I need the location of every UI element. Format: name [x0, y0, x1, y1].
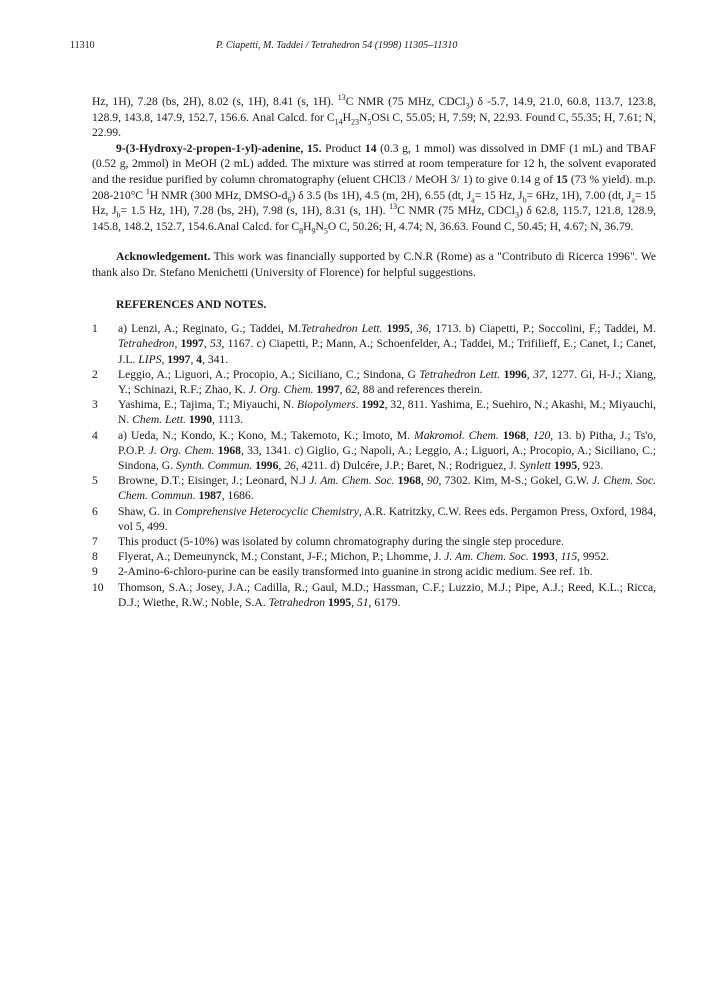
reference-item: 4 a) Ueda, N.; Kondo, K.; Kono, M.; Takemoto, K.; Imoto, M. Makromol. Chem. 1968, 120, 13. b) Pitha, J.; Ts'o, P.O.P. J. Org. Chem. 1968, 33, 1341. c) Giglio, G.; Napoli, A.; Leggio, A.; Liguori, A.; Procopio, A.; Siciliano, C.; Sindona, G. Synth. Commun. 1996, 26, 4211. d) Dulcére, J.P.; Baret, N.; Rodriguez, J. Synlett 1995, 923.	[92, 428, 657, 472]
reference-number: 3	[92, 398, 98, 412]
acknowledgement-heading: Acknowledgement.	[116, 250, 211, 264]
reference-number: 6	[92, 504, 98, 518]
reference-number: 5	[92, 474, 98, 488]
references-heading: REFERENCES AND NOTES.	[116, 297, 267, 311]
paragraph-nmr-continued: Hz, 1H), 7.28 (bs, 2H), 8.02 (s, 1H), 8.41 (s, 1H). $^{13}$C NMR (75 MHz, CDCl$_3$) δ -5.7, 14.9, 21.0, 60.8, 113.7, 123.8, 128.9, 143.8, 147.9, 152.7, 156.6. Anal Calcd. for $C_{14}H_{23}N_5OSi$ C, 55.05; H, 7.59; N, 22.93. Found C, 55.35; H, 7.61; N, 22.99.	[92, 93, 656, 140]
reference-number: 2	[92, 367, 98, 381]
paragraph-compound-15: 9-(3-Hydroxy-2-propen-1-yl)-adenine, 15. Product 14 (0.3 g, 1 mmol) was dissolved in DMF (1 mL) and TBAF (0.52 g, 2mmol) in MeOH (2 mL) added. The mixture was stirred at room temperature for 12 h, the solvent evaporated and the residue purified by column chromatography (eluent CHCl3 / MeOH 3/ 1) to give 0.14 g of 15 (73 % yield). m.p. 208-210°C $^1$H NMR (300 MHz, DMSO-$d_6$) δ 3.5 (bs 1H), 4.5 (m, 2H), 6.55 (dt, $J_a= 15$ Hz, $J_b= 6Hz$, 1H), 7.00 (dt, $J_a= 15$ Hz, $J_b= 1.5$ Hz, 1H), 7.28 (bs, 2H), 7.98 (s, 1H), 8.31 (s, 1H). $^{13}$C NMR (75 MHz, CDCl$_3$) δ 62.8, 115.7, 121.8, 128.9, 145.8, 148.2, 152.7, 154.6.Anal Calcd. for $C_8H_9N_5O$ C, 50.26; H, 4.74; N, 36.63. Found C, 50.45; H, 4.67; N, 36.79.	[92, 141, 657, 236]
article-body	[92, 94, 656, 610]
reference-item: 10 Thomson, S.A.; Josey, J.A.; Cadilla, R.; Gaul, M.D.; Hassman, C.F.; Luzzio, M.J.; Pipe, A.J.; Reed, K.L.; Ricca, D.J.; Wiethe, R.W.; Noble, S.A. Tetrahedron 1995, 51, 6179.	[92, 580, 656, 609]
compound-heading: 9-(3-Hydroxy-2-propen-1-yl)-adenine, 15.	[116, 141, 322, 155]
reference-list	[92, 321, 656, 610]
reference-item: 9 2-Amino-6-chloro-purine can be easily transformed into guanine in strong acidic medium. See ref. 1b.	[92, 565, 593, 579]
reference-number: 1	[92, 322, 98, 336]
reference-item: 8 Flyerat, A.; Demeunynck, M.; Constant, J-F.; Michon, P.; Lhomme, J. J. Am. Chem. Soc. 1993, 115, 9952.	[92, 550, 610, 564]
page-number: 11310	[70, 40, 95, 51]
reference-number: 4	[92, 428, 98, 442]
running-head: P. Ciapetti, M. Taddei / Tetrahedron 54 (1998) 11305–11310	[216, 40, 458, 51]
page-header	[70, 40, 660, 56]
reference-item: 3 Yashima, E.; Tajima, T.; Miyauchi, N. Biopolymers. 1992, 32, 811. Yashima, E.; Suehiro, N.; Akashi, M.; Miyauchi, N. Chem. Lett. 1990, 1113.	[92, 398, 656, 427]
reference-item: 2 Leggio, A.; Liguori, A.; Procopio, A.; Siciliano, C.; Sindona, G Tetrahedron Lett. 1996, 37, 1277. Gi, H-J.; Xiang, Y.; Schinazi, R.F.; Zhao, K. J. Org. Chem. 1997, 62, 88 and references therein.	[92, 367, 657, 396]
reference-number: 8	[92, 550, 98, 564]
reference-item: 7 This product (5-10%) was isolated by column chromatography during the single step procedure.	[92, 534, 564, 548]
reference-number: 7	[92, 534, 98, 548]
reference-item: 5 Browne, D.T.; Eisinger, J.; Leonard, N.J J. Am. Chem. Soc. 1968, 90, 7302. Kim, M-S.; Gokel, G.W. J. Chem. Soc. Chem. Commun. 1987, 1686.	[92, 474, 657, 503]
reference-number: 9	[92, 565, 98, 579]
reference-number: 10	[92, 580, 104, 594]
paragraph-acknowledgement: Acknowledgement. This work was financially supported by C.N.R (Rome) as a "Contributo di Ricerca 1996". We thank also Dr. Stefano Menichetti (University of Florence) for helpful suggestions.	[92, 250, 656, 279]
reference-item: 6 Shaw, G. in Comprehensive Heterocyclic Chemistry, A.R. Katritzky, C.W. Rees eds. Pergamon Press, Oxford, 1984, vol 5, 499.	[92, 504, 656, 533]
reference-item: 1 a) Lenzi, A.; Reginato, G.; Taddei, M.Tetrahedron Lett. 1995, 36, 1713. b) Ciapetti, P.; Soccolini, F.; Taddei, M. Tetrahedron, 1997, 53, 1167. c) Ciapetti, P.; Mann, A.; Schoenfelder, A.; Taddei, M.; Trifilieff, E.; Canet, I.; Canet, J.L. LIPS, 1997, 4, 341.	[92, 322, 657, 366]
